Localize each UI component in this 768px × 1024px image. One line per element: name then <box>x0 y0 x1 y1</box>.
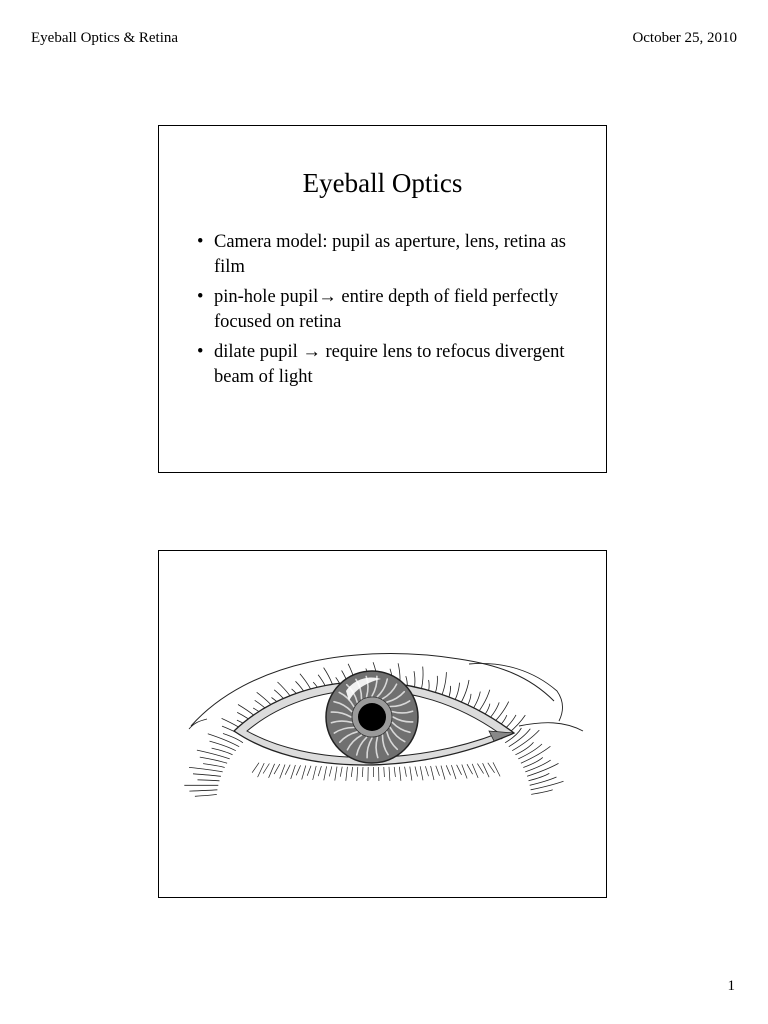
header-date: October 25, 2010 <box>632 30 737 46</box>
bullet-item: • Camera model: pupil as aperture, lens, retina as film <box>197 232 566 277</box>
slide-eye-illustration <box>158 550 607 898</box>
page-number: 1 <box>727 978 735 994</box>
bullet-text: pin-hole pupil→ entire depth of field perfectly focused on retina <box>214 287 559 332</box>
eye-illustration-icon <box>159 551 608 899</box>
bullet-item: • dilate pupil → require lens to refocus divergent beam of light <box>197 342 565 387</box>
bullet-list <box>197 230 577 395</box>
bullet-text: Camera model: pupil as aperture, lens, retina as film <box>214 232 566 277</box>
bullet-text: dilate pupil → require lens to refocus divergent beam of light <box>214 342 565 387</box>
bullet-item: • pin-hole pupil→ entire depth of field perfectly focused on retina <box>197 287 559 332</box>
slide-eyeball-optics <box>158 125 607 473</box>
header-title: Eyeball Optics & Retina <box>31 30 179 46</box>
slide-title: Eyeball Optics <box>302 168 463 198</box>
